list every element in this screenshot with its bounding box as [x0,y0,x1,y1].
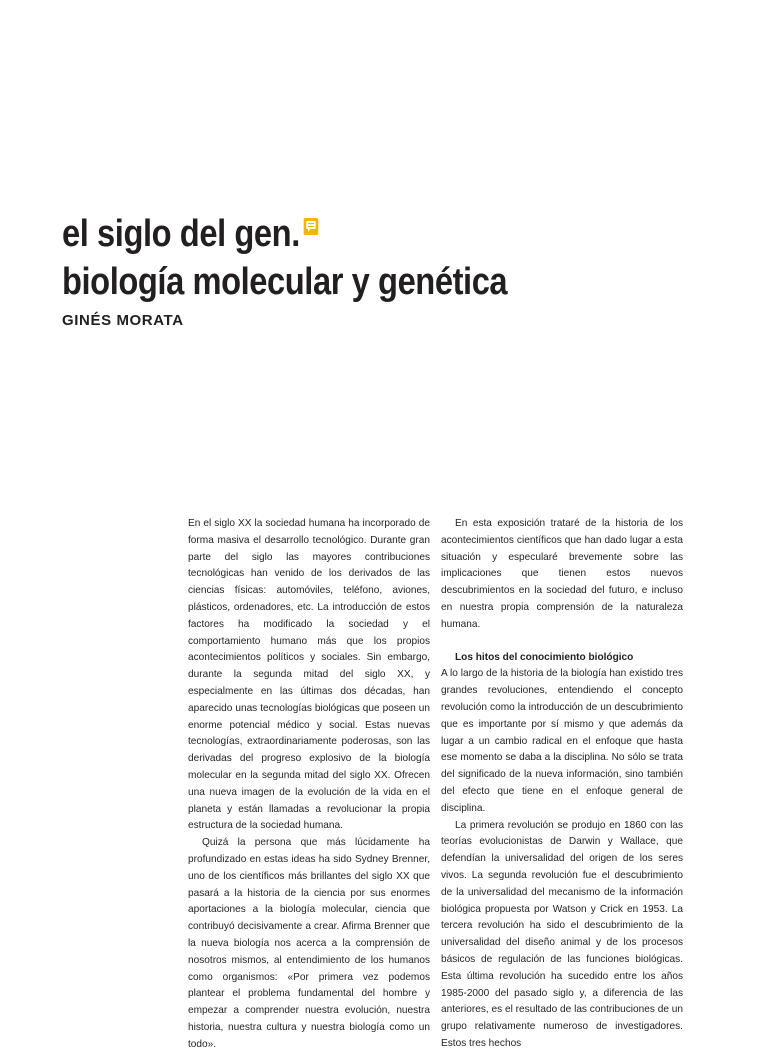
article-title-line-2: biología molecular y genética [62,261,508,303]
paragraph: En el siglo XX la sociedad humana ha incorporado de forma masiva el desarrollo tecnológico. Durante gran parte del siglo las mayores contribuciones tecnológicas han venido de los derivados de las ciencias físicas: automóviles, teléfono, aviones, plásticos, ordenadores, etc. La introducción de estos factores ha modificado la sociedad y el comportamiento humano más que los propios acontecimientos políticos y sociales. Sin embargo, durante la segunda mitad del siglo XX, y especialmente en las últimas dos décadas, han aparecido unas tecnologías biológicas que poseen un enorme potencial médico y social. Estas nuevas tecnologías, extraordinariamente poderosas, son las derivadas del progreso explosivo de la biología molecular en la segunda mitad del siglo XX. Ofrecen una nueva imagen de la evolución de la vida en el planeta y están llamadas a revolucionar la propia estructura de la sociedad humana. [188,518,430,832]
article-title-line-1 [62,210,630,258]
text-column-right [441,516,683,1053]
paragraph: Quizá la persona que más lúcidamente ha profundizado en estas ideas ha sido Sydney Brenner, uno de los científicos más brillantes del siglo XX que pasará a la historia de la ciencia por sus enormes aportaciones a la biología molecular, ciencia que contribuyó decisivamente a crear. Afirma Brenner que la nueva biología nos acerca a la comprensión de nosotros mismos, al entendimiento de los humanos como organismos: «Por primera vez podemos plantear el problema fundamental del hombre y empezar a comprender nuestra evolución, nuestra historia, nuestra cultura y nuestra biología como un todo». [188,837,430,1050]
text-column-left [188,516,430,1054]
article-header [62,210,722,329]
paragraph: A lo largo de la historia de la biología han existido tres grandes revoluciones, entendiendo el concepto revolución como la introducción de un descubrimiento que es importante por sí mismo y que además da lugar a un cambio radical en el enfoque que hasta ese momento se daba a la disciplina. No sólo se trata del significado de la nueva información, sino también del efecto que tiene en el enfoque general de disciplina. [441,668,683,814]
title-line-1-text: el siglo del gen. [62,213,300,255]
paragraph: En esta exposición trataré de la historia de los acontecimientos científicos que han dado lugar a esta situación y especularé brevemente sobre las implicaciones que tienen estos nuevos descubrimientos en la sociedad del futuro, e incluso en nuestra propia comprensión de la naturaleza humana. [441,518,683,630]
paragraph: La primera revolución se produjo en 1860 con las teorías evolucionistas de Darwin y Wallace, que defendían la universalidad del origen de los seres vivos. La segunda revolución fue el descubrimiento de la universalidad del mecanismo de la información biológica propuesta por Watson y Crick en 1953. La tercera revolución ha sido el descubrimiento de la universalidad del diseño animal y de los procesos básicos de regulación de las funciones biológicas. Esta última revolución ha sucedido entre los años 1985-2000 del pasado siglo y, a diferencia de las anteriores, es el resultado de las contribuciones de un grupo relativamente numeroso de investigadores. Estos tres hechos [441,819,683,1049]
section-heading: Los hitos del conocimiento biológico [455,651,634,663]
article-author: GINÉS MORATA [62,312,184,329]
comment-bubble-glyph [306,221,315,229]
comment-icon[interactable] [303,218,318,235]
